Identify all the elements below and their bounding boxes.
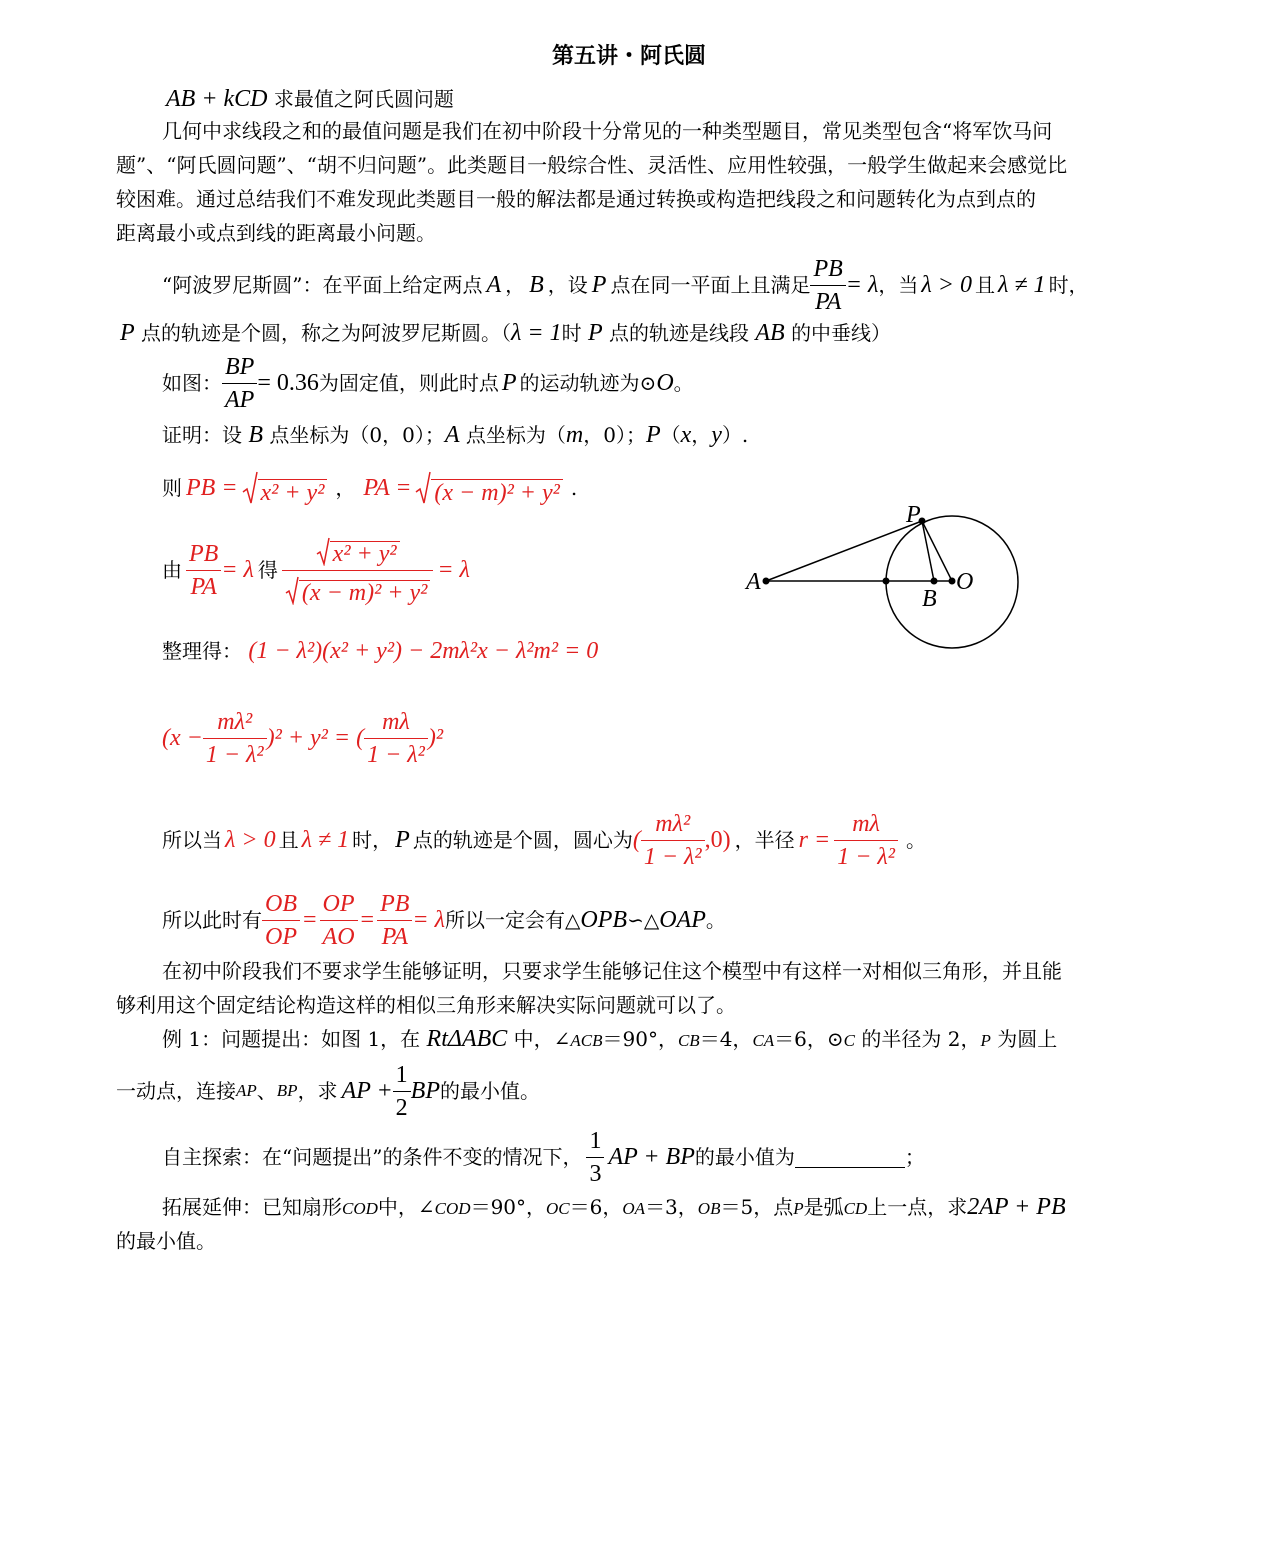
note-line-2: 够利用这个固定结论构造这样的相似三角形来解决实际问题就可以了。	[116, 993, 736, 1017]
extend-text-4: ＝6，	[569, 1195, 623, 1219]
ex1-text-6: 的半径为 2，	[861, 1027, 981, 1051]
note-line-1: 在初中阶段我们不要求学生能够证明，只要求学生能够记住这个模型中有这样一对相似三角形，并且能	[162, 959, 1062, 983]
ex1-frac-num: 1	[393, 1063, 411, 1092]
def-cond-3: λ = 1	[511, 320, 562, 346]
example1-line-2	[116, 1060, 540, 1122]
step5-text-4: 点的轨迹是个圆，圆心为	[412, 828, 633, 852]
def-text-9: 点的轨迹是线段	[609, 321, 750, 345]
step4-num-2: mλ	[364, 710, 428, 739]
extend-text-3: ＝90°，	[470, 1195, 547, 1219]
ex1-text-1: 例 1：问题提出：如图 1，在	[162, 1027, 421, 1051]
ex1-text-10: ，求	[297, 1079, 338, 1103]
fig-circle-o: O	[656, 370, 674, 396]
step5-center-den: 1 − λ²	[643, 843, 702, 870]
ex1-text-3: ＝90°，	[602, 1027, 678, 1051]
point-b	[931, 578, 938, 585]
ex1-triangle: RtΔABC	[426, 1026, 508, 1052]
fig-text-2: 为固定值，则此时点	[318, 371, 499, 395]
step1-pb-radicand: x² + y²	[258, 479, 328, 506]
step6-lambda: = λ	[412, 907, 446, 933]
step1-pb: PB =	[186, 475, 238, 501]
extend-line-1	[162, 1194, 1066, 1222]
ex1-bp: BP	[276, 1081, 298, 1100]
label-p: P	[906, 502, 921, 528]
intro-line-3: 较困难。通过总结我们不难发现此类题目一般的解法都是通过转换或构造把线段之和问题转化为点到点的	[116, 187, 1036, 211]
ex1-fraction	[393, 1063, 411, 1120]
step4-mid: )² + y² = (	[266, 725, 365, 751]
step6-f1-num: OB	[262, 892, 300, 921]
step5-cond-1: λ > 0	[225, 827, 276, 853]
def-fraction	[810, 257, 845, 314]
extend-text-8: 上一点，求	[867, 1195, 968, 1219]
explore-frac-num: 1	[586, 1129, 604, 1158]
def-segment: AB	[755, 320, 785, 346]
step6-f2-num: OP	[320, 892, 358, 921]
sqrt-sign-icon	[285, 575, 299, 605]
segment-po	[922, 521, 952, 581]
ex1-ca: CA	[752, 1031, 775, 1050]
step3-expr: (1 − λ²)(x² + y²) − 2mλ²x − λ²m² = 0	[248, 638, 599, 664]
step6-text-2: 所以一定会有△	[445, 908, 581, 932]
extend-point-p: P	[793, 1199, 804, 1218]
ex1-expr-2: BP	[410, 1078, 440, 1104]
extend-ob: OB	[697, 1199, 721, 1218]
step4-frac-2	[364, 710, 428, 767]
ex1-angle: ACB	[570, 1031, 603, 1050]
step5-text-3: 时，	[352, 828, 393, 852]
step-2	[162, 528, 470, 612]
def-frac-num: PB	[810, 257, 845, 286]
fig-text-1: 如图：	[162, 371, 222, 395]
label-a: A	[746, 569, 761, 595]
def-text-7: 点的轨迹是个圆，称之为阿波罗尼斯圆。（	[141, 321, 512, 345]
def-text-5: 且	[974, 273, 995, 297]
sqrt-sign-icon	[415, 470, 431, 506]
proof-text-1: 证明：设	[162, 423, 242, 447]
def-text-2: ，设	[547, 273, 588, 297]
definition-line-2	[120, 320, 891, 346]
step-5	[162, 808, 926, 872]
proof-y: y	[711, 422, 722, 448]
step6-frac-3	[377, 892, 412, 949]
apollonius-figure	[740, 500, 1040, 660]
step4-den-1: 1 − λ²	[205, 741, 264, 768]
extend-expr: 2AP + PB	[967, 1194, 1066, 1220]
step2-den-radicand: (x − m)² + y²	[299, 580, 430, 605]
fig-fraction	[222, 355, 257, 412]
def-text-10: 的中垂线）	[791, 321, 892, 345]
step1-sqrt-1	[242, 470, 328, 506]
step5-center-frac	[641, 812, 705, 869]
step4-den-2: 1 − λ²	[367, 741, 425, 768]
fig-text-3: 的运动轨迹为⊙	[519, 371, 657, 395]
step6-eq-2: =	[360, 907, 375, 933]
proof-point-a: A	[444, 422, 460, 448]
step5-center-right: ,0)	[704, 827, 731, 853]
ex1-text-5: ＝6，⊙	[774, 1027, 844, 1051]
explore-text-2: 的最小值为	[694, 1145, 795, 1169]
def-cond-1: λ > 0	[921, 272, 972, 298]
sqrt-sign-icon	[242, 470, 258, 506]
proof-line	[162, 422, 748, 448]
ex1-text-11: 的最小值。	[439, 1079, 540, 1103]
page-title: 第五讲・阿氏圆	[552, 44, 707, 69]
subtitle	[166, 86, 454, 112]
point-intersection	[883, 578, 890, 585]
ex1-text-4: ＝4，	[699, 1027, 753, 1051]
explore-text-3: ；	[904, 1145, 925, 1169]
step3-text: 整理得：	[162, 639, 242, 663]
extend-arc-cd: CD	[843, 1199, 868, 1218]
explore-text-1: 自主探索：在“问题提出”的条件不变的情况下，	[162, 1145, 583, 1169]
subtitle-text: 求最值之阿氏圆问题	[273, 87, 454, 111]
definition-line-1: “阿波罗尼斯圆”：在平面上给定两点 A ， B ，设 P 点在同一平面上且满足 $\frac{PB}{PA}$ = λ ，当 λ > 0 且 λ ≠ 1 时，	[162, 255, 1089, 315]
def-point-p: P	[591, 272, 607, 298]
extend-angle: COD	[434, 1199, 471, 1218]
step5-radius-num: mλ	[834, 812, 898, 841]
def-text-6: 时，	[1048, 273, 1089, 297]
step2-text-2: 得	[257, 558, 278, 582]
step2-eq: = λ	[221, 557, 254, 583]
step6-tri-1: OPB	[580, 907, 628, 933]
extend-text-5: ＝3，	[645, 1195, 698, 1219]
step1-text: 则	[162, 476, 182, 500]
ex1-expr-1: AP +	[341, 1078, 393, 1104]
def-eq-lambda: = λ	[845, 272, 879, 298]
proof-text-7: ）.	[721, 423, 749, 447]
step6-text-3: 。	[705, 908, 726, 932]
step5-radius-frac	[834, 812, 898, 869]
step2-big-fraction	[282, 536, 433, 605]
proof-text-3: 点坐标为（	[465, 423, 566, 447]
proof-point-p: P	[645, 422, 661, 448]
step-1	[162, 468, 577, 508]
def-frac-den: PA	[815, 288, 842, 315]
ex1-text-9: 、	[256, 1079, 277, 1103]
def-text-3: 点在同一平面上且满足	[610, 273, 811, 297]
step4-right: )²	[427, 725, 444, 751]
extend-oa: OA	[622, 1199, 646, 1218]
step5-text-6: 。	[905, 828, 926, 852]
extend-text-1: 拓展延伸：已知扇形	[162, 1195, 342, 1219]
answer-blank[interactable]	[795, 1147, 905, 1168]
step2-num-radicand: x² + y²	[330, 541, 400, 566]
segment-ap	[766, 521, 922, 581]
proof-text-2: 点坐标为（0，0）；	[269, 423, 445, 447]
step1-pa-radicand: (x − m)² + y²	[431, 479, 562, 506]
def-text-4: ，当	[878, 273, 919, 297]
step2-eq2: = λ	[437, 557, 470, 583]
extend-text-2: 中，∠	[377, 1195, 435, 1219]
fig-text-4: 。	[673, 371, 694, 395]
explore-frac-den: 3	[589, 1160, 602, 1187]
def-point-a: A	[486, 272, 502, 298]
ex1-circle-c: C	[843, 1031, 855, 1050]
subtitle-formula: AB + kCD	[166, 86, 268, 112]
step2-big-num	[282, 536, 433, 571]
step6-f2-den: AO	[322, 923, 355, 950]
def-point-p-3: P	[587, 320, 603, 346]
intro-line-2: 题”、“阿氏圆问题”、“胡不归问题”。此类题目一般综合性、灵活性、应用性较强，一般学生做起来会感觉比	[116, 153, 1068, 177]
proof-point-b: B	[248, 422, 264, 448]
extend-line-2: 的最小值。	[116, 1229, 216, 1253]
fig-point-p: P	[501, 370, 517, 396]
step5-radius-den: 1 − λ²	[837, 843, 895, 870]
step5-text-5: ，半径	[734, 828, 795, 852]
step6-eq-1: =	[303, 907, 317, 933]
segment-pb	[922, 521, 934, 581]
ex1-text-2: 中，∠	[513, 1027, 571, 1051]
label-o: O	[956, 569, 974, 595]
step5-point-p: P	[395, 827, 410, 853]
proof-text-4: ，0）；	[583, 423, 646, 447]
example1-line-1	[162, 1026, 1057, 1054]
explore-fraction	[586, 1129, 604, 1186]
extend-cod: COD	[342, 1199, 378, 1218]
step5-text-1: 所以当	[162, 828, 222, 852]
step6-f1-den: OP	[265, 923, 297, 950]
step5-cond-2: λ ≠ 1	[301, 827, 350, 853]
ex1-text-8: 一动点，连接	[116, 1079, 236, 1103]
step2-fraction	[186, 542, 221, 599]
step2-text-1: 由	[162, 558, 182, 582]
step6-f3-num: PB	[377, 892, 412, 921]
step6-frac-1	[262, 892, 300, 949]
step6-tri-2: OAP	[659, 907, 706, 933]
def-text-1: “阿波罗尼斯圆”：在平面上给定两点	[162, 273, 483, 297]
def-text-8: 时	[561, 321, 582, 345]
explore-line	[162, 1126, 925, 1188]
def-cond-2: λ ≠ 1	[997, 272, 1046, 298]
step4-num-1: mλ²	[203, 710, 267, 739]
step1-pa: PA =	[363, 475, 412, 501]
step4-frac-1	[203, 710, 267, 767]
extend-text-7: 是弧	[803, 1195, 844, 1219]
proof-text-6: ，	[691, 423, 712, 447]
sqrt-sign-icon	[316, 536, 330, 566]
explore-expr: AP + BP	[608, 1144, 695, 1170]
step6-text-1: 所以此时有	[162, 908, 262, 932]
ex1-frac-den: 2	[395, 1094, 408, 1121]
ex1-text-7: 为圆上	[997, 1027, 1058, 1051]
point-o	[949, 578, 956, 585]
step4-left: (x −	[162, 725, 203, 751]
step5-center-num: mλ²	[641, 812, 705, 841]
fig-value: = 0.36	[257, 370, 319, 396]
intro-line-4: 距离最小或点到线的距离最小问题。	[116, 221, 436, 245]
proof-text-5: （	[660, 423, 681, 447]
step2-big-den	[282, 571, 433, 605]
figure-statement	[162, 352, 694, 414]
step5-radius: r =	[798, 827, 831, 853]
step1-sep: ，	[335, 476, 356, 500]
intro-line-1: 几何中求线段之和的最值问题是我们在初中阶段十分常见的一种类型题目，常见类型包含“将军饮马问	[162, 119, 1053, 143]
def-point-b: B	[529, 272, 544, 298]
step5-text-2: 且	[278, 828, 299, 852]
proof-m: m	[565, 422, 584, 448]
step-4	[162, 706, 443, 770]
fig-frac-den: AP	[225, 386, 255, 413]
ex1-ap: AP	[236, 1081, 257, 1100]
ex1-point-p: P	[980, 1031, 991, 1050]
fig-frac-num: BP	[222, 355, 257, 384]
step-3	[162, 638, 598, 664]
step6-f3-den: PA	[381, 923, 408, 950]
def-point-p-2: P	[120, 320, 135, 346]
proof-x: x	[680, 422, 692, 448]
step-6	[162, 888, 726, 952]
step1-sqrt-2	[415, 470, 562, 506]
step2-frac-num: PB	[186, 542, 221, 571]
step1-end: .	[570, 476, 578, 500]
label-b: B	[922, 586, 937, 612]
point-a	[763, 578, 770, 585]
extend-text-6: ＝5，点	[720, 1195, 794, 1219]
extend-oc: OC	[546, 1199, 570, 1218]
step6-sim: ∽△	[627, 908, 660, 932]
step6-frac-2	[320, 892, 358, 949]
step5-center-left: (	[632, 827, 641, 853]
step2-frac-den: PA	[190, 573, 217, 600]
ex1-cb: CB	[677, 1031, 700, 1050]
